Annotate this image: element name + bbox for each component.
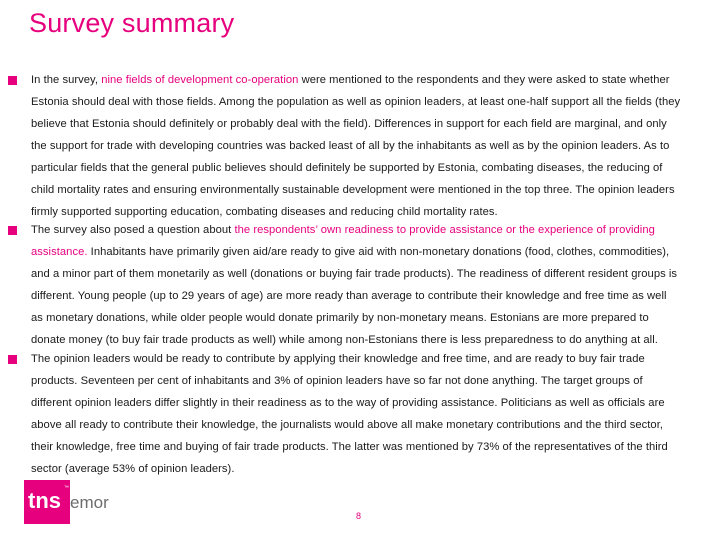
bullet-marker <box>8 355 17 364</box>
tns-emor-logo <box>24 476 112 524</box>
logo-mark: ™ <box>64 485 69 491</box>
page-number: 8 <box>356 511 362 521</box>
logo-sub: emor <box>70 493 109 512</box>
paragraph-text-pre: The survey also posed a question about <box>31 224 235 236</box>
bullet-marker <box>8 226 17 235</box>
paragraph-readiness <box>31 219 681 351</box>
paragraph-text-post: Inhabitants have primarily given aid/are ready to give aid with non-monetary donations (food, clothes, commodities), and a minor part of them monetarily as well (donations or buying fair trade products). The readiness of different resident groups is different. Young people (up to 29 years of age) are more ready than average to contribute their knowledge and free time as well as monetary donations, while older people would donate primarily by non-monetary means. Estonians are more prepared to donate money (to buy fair trade products as well) while among non-Estonians there is less preparedness to do anything at all. <box>31 246 678 346</box>
page-title: Survey summary <box>29 8 235 38</box>
paragraph-text-pre: In the survey, <box>31 74 102 86</box>
paragraph-text-pre: The opinion leaders would be ready to contribute by applying their knowledge and free time, and are ready to buy fair trade products. Seventeen per cent of inhabitants and 3% of opinion leaders have so far not done anything. The target groups of different opinion leaders differ slightly in their readiness as to the way of providing assistance. Politicians as well as officials are above all ready to contribute their knowledge, the journalists would above all make monetary contributions and the third sector, their knowledge, free time and buying of fair trade products. The latter was mentioned by 73% of the representatives of the third sector (average 53% of opinion leaders). <box>31 353 668 475</box>
paragraph-fields <box>31 69 681 223</box>
paragraph-highlight: nine fields of development co-operation <box>101 74 299 86</box>
paragraph-opinion-leaders <box>31 348 681 480</box>
logo-brand: tns <box>28 488 61 513</box>
paragraph-highlight: the respondents’ own readiness to provide assistance or the experience of providing assistance. <box>31 224 655 258</box>
bullet-marker <box>8 76 17 85</box>
paragraph-text-post: were mentioned to the respondents and they were asked to state whether Estonia should deal with those fields. Among the population as well as opinion leaders, at least one-half support all the fields (they believe that Estonia should definitely or probably deal with the field). Differences in support for each field are marginal, and only the support for trade with developing countries was backed least of all by the inhabitants as well as by the opinion leaders. As to particular fields that the general public believes should definitely be supported by Estonia, combating diseases, the reducing of child mortality rates and ensuring environmentally sustainable development were mentioned in the top three. The opinion leaders firmly supported supporting education, combating diseases and reducing child mortality rates. <box>31 74 681 218</box>
